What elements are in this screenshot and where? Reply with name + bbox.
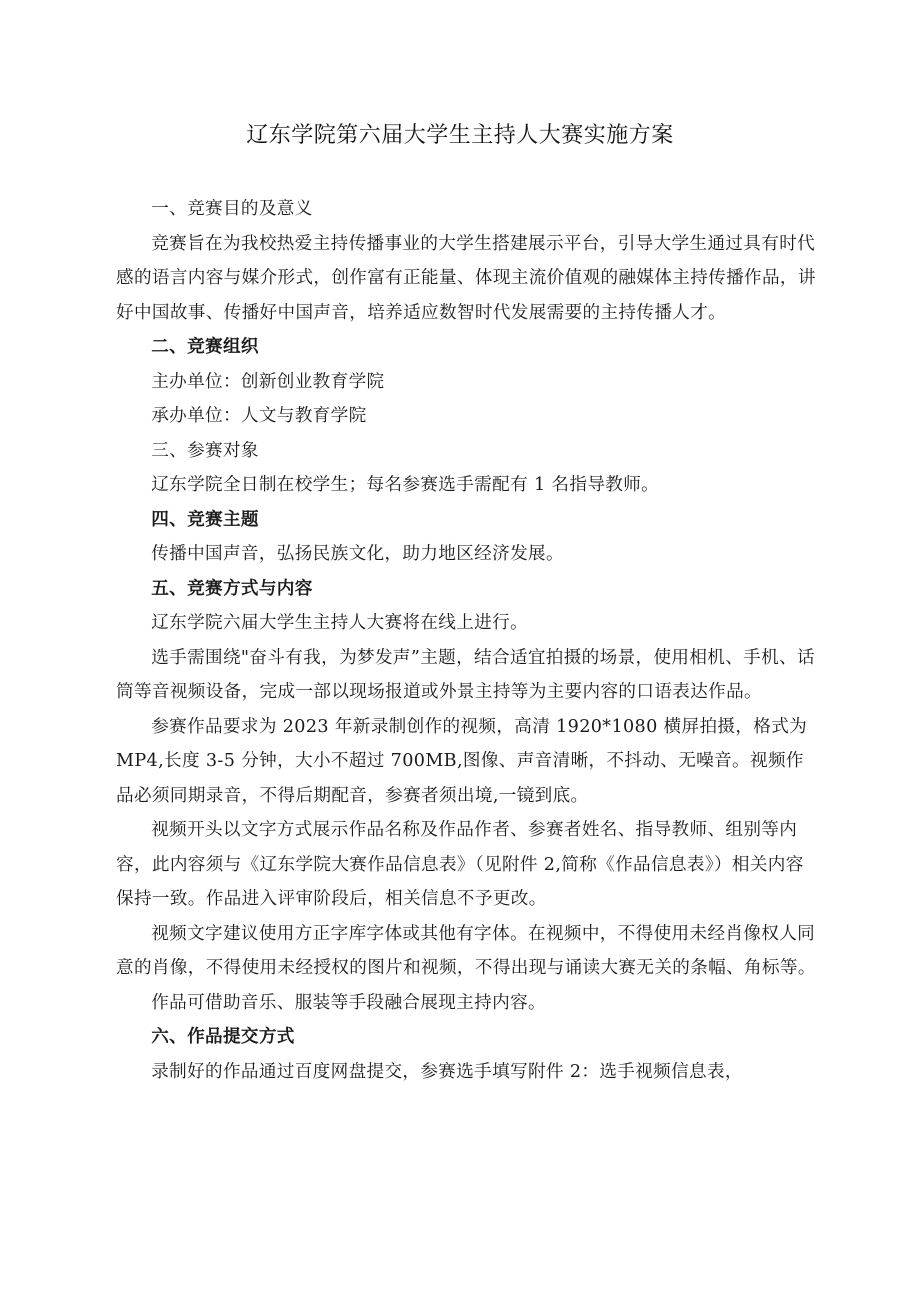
paragraph-theme: 传播中国声音，弘扬民族文化，助力地区经济发展。	[151, 544, 564, 564]
paragraph-format-2: 选手需围绕"奋斗有我，为梦发声”主题，结合适宜拍摄的场景，使用相机、手机、话筒等音视频设备，完成一部以现场报道或外景主持等为主要内容的口语表达作品。	[116, 647, 815, 702]
section-heading: 二、竞赛组织	[151, 337, 259, 357]
paragraph-format-6: 作品可借助音乐、服装等手段融合展现主持内容。	[151, 992, 546, 1013]
paragraph-participants: 辽东学院全日制在校学生；每名参赛选手需配有 1 名指导教师。	[151, 475, 660, 495]
paragraph-purpose: 竞赛旨在为我校热爱主持传播事业的大学生搭建展示平台，引导大学生通过具有时代感的语言内容与媒介形式，创作富有正能量、体现主流价值观的融媒体主持传播作品，讲好中国故事、传播好中国声音，培养适应数智时代发展需要的主持传播人才。	[116, 233, 816, 323]
document-body	[116, 192, 816, 1089]
section-heading: 五、竞赛方式与内容	[151, 578, 313, 599]
section-heading: 三、参赛对象	[151, 440, 259, 461]
paragraph-format-5: 视频文字建议使用方正字库字体或其他有字体。在视频中，不得使用未经肖像权人同意的肖像，不得使用未经授权的图片和视频，不得出现与诵读大赛无关的条幅、角标等。	[116, 923, 816, 978]
paragraph-format-3: 参赛作品要求为 2023 年新录制创作的视频，高清 1920*1080 横屏拍摄，格式为 MP4,长度 3-5 分钟，大小不超过 700MB,图像、声音清晰，不抖动、无噪音。视频作品必须同期录音，不得后期配音，参赛者须出境,一镜到底。	[116, 716, 808, 806]
section-heading: 六、作品提交方式	[151, 1027, 295, 1047]
paragraph-format-1: 辽东学院六届大学生主持人大赛将在线上进行。	[151, 613, 529, 633]
paragraph-undertaker: 承办单位：人文与教育学院	[151, 406, 367, 426]
paragraph-submission: 录制好的作品通过百度网盘提交，参赛选手填写附件 2：选手视频信息表，	[151, 1061, 743, 1082]
section-heading: 一、竞赛目的及意义	[151, 199, 313, 219]
section-heading: 四、竞赛主题	[151, 509, 259, 530]
paragraph-organizer: 主办单位：创新创业教育学院	[151, 371, 385, 392]
document-title: 辽东学院第六届大学生主持人大赛实施方案	[246, 123, 674, 148]
paragraph-format-4: 视频开头以文字方式展示作品名称及作品作者、参赛者姓名、指导教师、组别等内容，此内容须与《辽东学院大赛作品信息表》（见附件 2,简称《作品信息表》）相关内容保持一致。作品进入评审阶段后，相关信息不予更改。	[116, 820, 804, 909]
